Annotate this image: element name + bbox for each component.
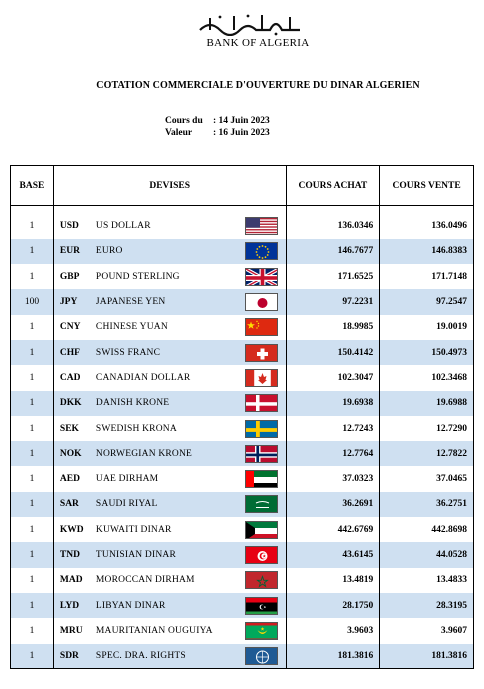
header-devises: DEVISES: [53, 166, 286, 206]
sweden-flag-icon: [245, 420, 278, 438]
table-row: [11, 618, 474, 643]
currency-name: TUNISIAN DINAR: [95, 550, 177, 560]
buy-rate-cell: 3.9603: [286, 618, 380, 643]
buy-rate-cell: 102.3047: [286, 365, 380, 390]
currency-name: SWEDISH KRONA: [95, 423, 177, 434]
base-cell: 1: [11, 365, 54, 390]
currency-cell: [53, 239, 286, 264]
currency-cell: [53, 466, 286, 491]
currency-name: CHINESE YUAN: [95, 322, 168, 333]
header-vente: COURS VENTE: [380, 166, 474, 206]
sell-rate-cell: 28.3195: [380, 593, 474, 618]
sell-rate-cell: 44.0528: [380, 542, 474, 567]
currency-name: SWISS FRANC: [95, 347, 161, 358]
base-cell: 1: [11, 340, 54, 365]
china-flag-icon: [245, 318, 278, 336]
table-row: [11, 416, 474, 441]
eu-flag-icon: [245, 242, 278, 260]
table-row: [11, 214, 474, 239]
valeur-value: : 16 Juin 2023: [213, 128, 270, 138]
currency-name: EURO: [95, 246, 123, 257]
buy-rate-cell: 36.2691: [286, 492, 380, 517]
buy-rate-cell: 146.7677: [286, 239, 380, 264]
sell-rate-cell: 146.8383: [380, 239, 474, 264]
currency-cell: [53, 365, 286, 390]
currency-cell: [53, 289, 286, 314]
sell-rate-cell: 13.4833: [380, 568, 474, 593]
cours-value: : 14 Juin 2023: [213, 116, 270, 126]
currency-name: LIBYAN DINAR: [95, 600, 166, 611]
table-row: [11, 340, 474, 365]
currency-code: MRU: [59, 625, 83, 636]
currency-name: SAUDI RIYAL: [95, 499, 158, 510]
currency-name: JAPANESE YEN: [95, 297, 166, 308]
base-cell: 1: [11, 239, 54, 264]
currency-code: EUR: [59, 246, 80, 257]
currency-cell: [53, 492, 286, 517]
currency-code: SEK: [59, 423, 79, 434]
buy-rate-cell: 43.6145: [286, 542, 380, 567]
currency-name: CANADIAN DOLLAR: [95, 372, 191, 383]
usa-flag-icon: [245, 217, 278, 235]
base-cell: 1: [11, 441, 54, 466]
base-cell: 100: [11, 289, 54, 314]
currency-code: LYD: [59, 600, 80, 611]
base-cell: 1: [11, 214, 54, 239]
base-cell: 1: [11, 264, 54, 289]
base-cell: 1: [11, 466, 54, 491]
buy-rate-cell: 19.6938: [286, 391, 380, 416]
libya-flag-icon: [245, 597, 278, 615]
table-row: [11, 365, 474, 390]
sell-rate-cell: 36.2751: [380, 492, 474, 517]
currency-code: USD: [59, 221, 79, 232]
sell-rate-cell: 136.0496: [380, 214, 474, 239]
currency-name: US DOLLAR: [95, 221, 151, 232]
bank-logo-arabic: [190, 12, 310, 36]
table-row: [11, 315, 474, 340]
cours-label: Cours du: [165, 116, 203, 126]
table-row: [11, 593, 474, 618]
base-cell: 1: [11, 416, 54, 441]
tunisia-flag-icon: [245, 546, 278, 564]
base-cell: 1: [11, 517, 54, 542]
currency-code: DKK: [59, 398, 82, 409]
currency-cell: [53, 416, 286, 441]
table-row: [11, 239, 474, 264]
currency-cell: [53, 517, 286, 542]
buy-rate-cell: 12.7764: [286, 441, 380, 466]
currency-cell: [53, 644, 286, 669]
sell-rate-cell: 12.7290: [380, 416, 474, 441]
currency-code: TND: [59, 550, 80, 560]
switzerland-flag-icon: [245, 344, 278, 362]
buy-rate-cell: 136.0346: [286, 214, 380, 239]
base-cell: 1: [11, 593, 54, 618]
currency-cell: [53, 391, 286, 416]
currency-name: DANISH KRONE: [95, 398, 170, 409]
buy-rate-cell: 150.4142: [286, 340, 380, 365]
currency-code: NOK: [59, 448, 82, 459]
valeur-label: Valeur: [165, 128, 193, 138]
table-row: [11, 542, 474, 567]
currency-code: GBP: [59, 271, 80, 282]
buy-rate-cell: 181.3816: [286, 644, 380, 669]
mauritania-flag-icon: [245, 622, 278, 640]
currency-code: KWD: [59, 524, 84, 535]
currency-code: MAD: [59, 575, 83, 586]
table-row: [11, 568, 474, 593]
denmark-flag-icon: [245, 394, 278, 412]
base-cell: 1: [11, 618, 54, 643]
currency-cell: [53, 214, 286, 239]
buy-rate-cell: 97.2231: [286, 289, 380, 314]
currency-cell: [53, 340, 286, 365]
currency-cell: [53, 315, 286, 340]
kuwait-flag-icon: [245, 521, 278, 539]
header-achat: COURS ACHAT: [286, 166, 380, 206]
table-header-row: [11, 166, 474, 206]
buy-rate-cell: 37.0323: [286, 466, 380, 491]
exchange-rate-table: [10, 165, 474, 669]
sell-rate-cell: 442.8698: [380, 517, 474, 542]
base-cell: 1: [11, 391, 54, 416]
currency-name: MAURITANIAN OUGUIYA: [95, 625, 213, 636]
sell-rate-cell: 19.6988: [380, 391, 474, 416]
saudi-flag-icon: [245, 495, 278, 513]
buy-rate-cell: 28.1750: [286, 593, 380, 618]
buy-rate-cell: 12.7243: [286, 416, 380, 441]
sell-rate-cell: 181.3816: [380, 644, 474, 669]
buy-rate-cell: 18.9985: [286, 315, 380, 340]
canada-flag-icon: [245, 369, 278, 387]
currency-name: UAE DIRHAM: [95, 474, 159, 485]
uae-flag-icon: [245, 470, 278, 488]
sell-rate-cell: 150.4973: [380, 340, 474, 365]
currency-code: CAD: [59, 372, 81, 383]
currency-name: KUWAITI DINAR: [95, 524, 172, 535]
currency-cell: [53, 264, 286, 289]
currency-code: JPY: [59, 297, 78, 308]
sell-rate-cell: 171.7148: [380, 264, 474, 289]
currency-cell: [53, 568, 286, 593]
table-row: [11, 391, 474, 416]
table-row: [11, 492, 474, 517]
table-row: [11, 644, 474, 669]
currency-name: POUND STERLING: [95, 271, 180, 282]
currency-cell: [53, 441, 286, 466]
currency-code: AED: [59, 474, 80, 485]
quote-dates: [165, 115, 270, 139]
base-cell: 1: [11, 568, 54, 593]
page-title: COTATION COMMERCIALE D'OUVERTURE DU DINAR ALGERIEN: [96, 80, 420, 91]
table-row: [11, 264, 474, 289]
currency-name: NORWEGIAN KRONE: [95, 448, 193, 459]
currency-code: CNY: [59, 322, 81, 333]
buy-rate-cell: 171.6525: [286, 264, 380, 289]
currency-cell: [53, 542, 286, 567]
base-cell: 1: [11, 492, 54, 517]
currency-name: MOROCCAN DIRHAM: [95, 575, 195, 586]
imf-flag-icon: [245, 647, 278, 665]
sell-rate-cell: 12.7822: [380, 441, 474, 466]
sell-rate-cell: 37.0465: [380, 466, 474, 491]
table-row: [11, 517, 474, 542]
currency-code: SAR: [59, 499, 79, 510]
bank-name: BANK OF ALGERIA: [206, 37, 310, 49]
buy-rate-cell: 442.6769: [286, 517, 380, 542]
sell-rate-cell: 102.3468: [380, 365, 474, 390]
sell-rate-cell: 97.2547: [380, 289, 474, 314]
norway-flag-icon: [245, 445, 278, 463]
sell-rate-cell: 3.9607: [380, 618, 474, 643]
base-cell: 1: [11, 542, 54, 567]
base-cell: 1: [11, 644, 54, 669]
base-cell: 1: [11, 315, 54, 340]
header-base: BASE: [11, 166, 54, 206]
spacer-row: [11, 206, 474, 214]
currency-code: SDR: [59, 650, 79, 661]
currency-name: SPEC. DRA. RIGHTS: [95, 650, 186, 661]
table-row: [11, 466, 474, 491]
sell-rate-cell: 19.0019: [380, 315, 474, 340]
japan-flag-icon: [245, 293, 278, 311]
currency-code: CHF: [59, 347, 80, 358]
table-row: [11, 441, 474, 466]
currency-cell: [53, 593, 286, 618]
buy-rate-cell: 13.4819: [286, 568, 380, 593]
currency-cell: [53, 618, 286, 643]
morocco-flag-icon: [245, 571, 278, 589]
uk-flag-icon: [245, 268, 278, 286]
table-row: [11, 289, 474, 314]
